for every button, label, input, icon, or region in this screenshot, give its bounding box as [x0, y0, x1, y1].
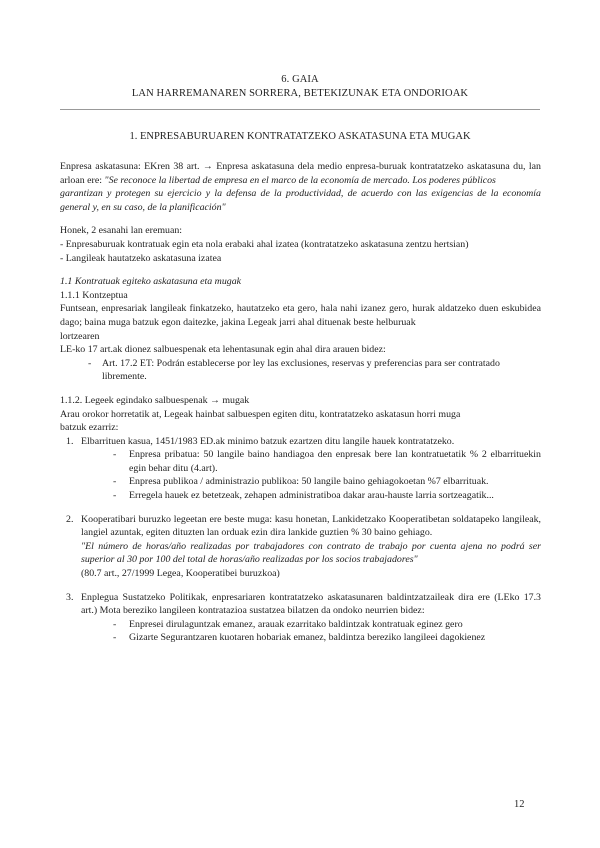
concept-bullets — [60, 357, 541, 384]
sub-list — [81, 618, 541, 645]
bullet-dash: - — [113, 618, 117, 630]
header-divider — [60, 109, 540, 110]
page-number: 12 — [514, 799, 525, 810]
sub-item-text: Erregela hauek ez betetzeak, zehapen administratiboa dakar arau-hauste larria sortzeagatik... — [129, 490, 494, 502]
intro-paragraph — [60, 160, 541, 187]
concept-text-cont: lortzearen — [60, 330, 100, 342]
list-item — [60, 435, 541, 513]
sub-list — [81, 448, 541, 502]
concept-rule-text: LE-ko 17 art.ak dionez salbuespenak eta lehentasunak egin ahal dira arauen bidez: — [60, 344, 386, 356]
item-quote: "El número de horas/año realizadas por trabajadores con contrato de trabajo por cuenta ajena no podrá ser superior al 30 por 100 del total de horas/año realizadas por los socios trabajadores" — [81, 540, 541, 566]
sub-item-text: Enpresa publikoa / administrazio publikoa: 50 langile baino gehiagokoetan %7 elbarrituak. — [129, 476, 489, 488]
item-number: 2. — [66, 513, 74, 525]
intro-quote-2: garantizan y protegen su ejercicio y la defensa de la productividad, de acuerdo con las exigencias de la economía general y, en su caso, de la planificación" — [60, 188, 541, 213]
body-content — [60, 160, 541, 645]
aspect-item: - Langileak hautatzeko askatasuna izatea — [60, 252, 222, 264]
limits-lead: Arau orokor horretatik at, Legeak hainbat salbuespen egiten ditu, kontratatzeko askatasun horri muga — [60, 408, 461, 420]
sub-item — [81, 489, 541, 503]
limits-list — [60, 435, 541, 645]
item-text: Enplegua Sustatzeko Politikak, enpresariaren kontratatzeko askatasunaren baldintzatzaileak dira ere (LEko 17.3 art.) Mota bereziko langileen kontratazioa sustatzea bilatzen da ondoko neurrien bidez: — [81, 591, 541, 617]
concept-title: 1.1.1 Kontzeptua — [60, 289, 128, 301]
bullet-dash: - — [113, 449, 117, 461]
item-number: 1. — [66, 435, 74, 447]
bullet-dash: - — [113, 490, 117, 502]
item-citation: (80.7 art., 27/1999 Legea, Kooperatibei buruzkoa) — [81, 568, 280, 580]
intro-quote-1: "Se reconoce la libertad de empresa en el marco de la economía de mercado. Los poderes públicos — [104, 174, 496, 186]
sub-item-text: Enpresei dirulaguntzak emanez, arauak ezarritako baldintzak kontratuak eginez gero — [129, 618, 463, 630]
bullet-dash: - — [88, 357, 92, 369]
bullet-dash: - — [113, 632, 117, 644]
chapter-title: LAN HARREMANAREN SORRERA, BETEKIZUNAK ETA ONDORIOAK — [131, 88, 469, 99]
item-text: Kooperatibari buruzko legeetan ere beste muga: kasu honetan, Lankidetzako Kooperatibetan soldatapeko langileak, langiel azuntak, egiten dituzten lan orduak ezin dira lankide guztien % 30 baino gehiago. — [81, 513, 541, 539]
list-item — [60, 591, 541, 645]
limits-title: 1.1.2. Legeek egindako salbuespenak → mugak — [60, 394, 250, 406]
sub-item — [81, 618, 541, 632]
sub-item — [81, 448, 541, 475]
bullet-dash: - — [113, 476, 117, 488]
aspects-lead: Honek, 2 esanahi lan eremuan: — [60, 225, 183, 237]
sub-item — [81, 631, 541, 645]
list-item — [60, 357, 541, 384]
item-number: 3. — [66, 591, 74, 603]
intro-text: Enpresa askatasuna: EKren 38 art. → Enpresa askatasuna dela medio enpresa-buruak kontratatzeko askatasuna du, lan arloan ere: — [60, 161, 541, 186]
list-item — [60, 513, 541, 591]
sub-item-text: Enpresa pribatua: 50 langile baino handiagoa den enpresak bere lan kontratuetatik % 2 elbarrituekin egin behar ditu (4.art). — [129, 449, 541, 474]
sub-item-text: Gizarte Segurantzaren kuotaren hobariak emanez, baldintza bereziko langileei dagokienez — [129, 632, 486, 644]
section-title: 1. ENPRESABURUAREN KONTRATATZEKO ASKATASUNA ETA MUGAK — [129, 131, 471, 142]
subsection-title: 1.1 Kontratuak egiteko askatasuna eta mugak — [60, 276, 242, 288]
limits-lead-cont: batzuk ezarriz: — [60, 422, 119, 434]
chapter-label: 6. GAIA — [281, 74, 319, 85]
item-text: Elbarrituen kasua, 1451/1983 ED.ak minimo batzuk ezartzen ditu langile hauek kontratatzeko. — [81, 435, 455, 447]
aspect-item: - Enpresaburuak kontratuak egin eta nola erabaki ahal izatea (kontratatzeko askatasuna zentzu hertsian) — [60, 238, 469, 250]
concept-text: Funtsean, enpresariak langileak finkatzeko, hautatzeko eta gero, hala nahi izanez gero, hurak aldatzeko duen eskubidea dago; baina muga batzuk egon daitezke, jakina Legeak jarri ahal dituenak beste helburuak — [60, 303, 541, 328]
concept-bullet-text: Art. 17.2 ET: Podrán establecerse por ley las exclusiones, reservas y preferencias para ser contratado libremente. — [102, 357, 500, 383]
sub-item — [81, 475, 541, 489]
